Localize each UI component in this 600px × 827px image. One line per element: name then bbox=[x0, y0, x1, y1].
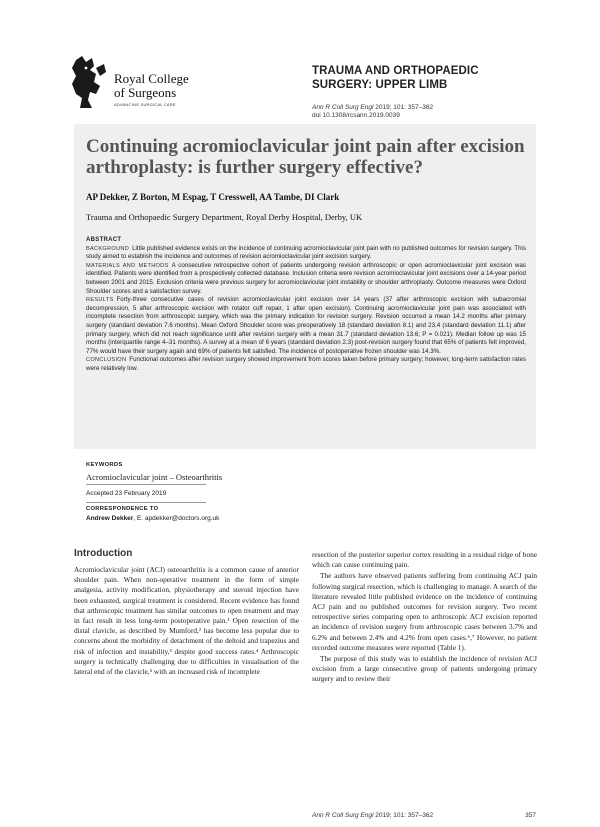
divider bbox=[86, 484, 206, 485]
results-label: RESULTS bbox=[86, 297, 114, 304]
intro-paragraph: The authors have observed patients suffering from continuing ACJ pain following surgical resection, which is challenging to manage. A search of the literature revealed little published evidence on the incidence of continuing ACJ pain and no published outcomes for revision surgery. Two recent retrospective series comparing open to arthroscopic ACJ excision reported an incidence of revision surgery from arthroscopic cases between 3.7% and 6.2% and between 2.4% and 4.2% from open cases.⁶,⁷ However, no patient recorded outcome measures were reported (Table 1). bbox=[312, 571, 537, 652]
college-tagline: ADVANCING SURGICAL CARE bbox=[114, 102, 176, 107]
background-text: Little published evidence exists on the incidence of continuing acromioclavicular joint pain with no published outcomes for revision surgery. This study aimed to establish the incidence and outcomes of revision acromioclavicular joint excision surgery. bbox=[86, 244, 526, 261]
intro-paragraph: Acromioclavicular joint (ACJ) osteoarthritis is a common cause of anterior shoulder pain. When non-operative treatment in the form of simple analgesia, activity modification, physiotherapy and steroid injection have been exhausted, surgical treatment is considered. Recent evidence has found that arthroscopic treatment has similar outcomes to open treatment and may in fact result in less long-term postoperative pain.¹ Open resection of the distal clavicle, as described by Mumford,² has become less popular due to concerns about the morbidity of detachment of the deltoid and trapezius and risk of infection and instability,³ despite good success rates.⁴ Arthroscopic surgery is technically challenging due to difficulties in visualisation of the lateral end of the clavicle,⁵ with an increased risk of incomplete bbox=[74, 565, 299, 677]
divider bbox=[86, 502, 206, 503]
college-name-line2: of Surgeons bbox=[114, 85, 177, 100]
abstract-background bbox=[86, 245, 526, 262]
rcs-logo bbox=[66, 52, 216, 112]
article-title: Continuing acromioclavicular joint pain after excision arthroplasty: is further surgery effective? bbox=[86, 136, 525, 178]
author-list: AP Dekker, Z Borton, M Espag, T Cresswell, AA Tambe, DI Clark bbox=[86, 192, 340, 202]
intro-paragraph: The purpose of this study was to establish the incidence of revision ACJ excision from a large consecutive group of patients undergoing primary surgery and to review their bbox=[312, 654, 537, 684]
keywords-heading: KEYWORDS bbox=[86, 462, 123, 468]
abstract-conclusion bbox=[86, 356, 526, 373]
body-column-left bbox=[74, 565, 299, 677]
abstract-methods bbox=[86, 262, 526, 296]
abstract-heading: ABSTRACT bbox=[86, 237, 122, 243]
series-heading bbox=[312, 64, 542, 92]
correspondence-heading: CORRESPONDENCE TO bbox=[86, 506, 159, 512]
abstract bbox=[86, 236, 526, 374]
page-footer bbox=[312, 812, 536, 819]
intro-paragraph: resection of the posterior superior cortex resulting in a residual ridge of bone which can cause continuing pain. bbox=[312, 550, 537, 570]
journal-details: 2019; 101: 357–362 bbox=[373, 104, 434, 111]
correspondence-details bbox=[86, 515, 219, 522]
methods-label: MATERIALS AND METHODS bbox=[86, 262, 169, 269]
journal-reference bbox=[312, 103, 433, 112]
page-number: 357 bbox=[525, 812, 536, 819]
conclusion-text: Functional outcomes after revision surgery showed improvement from scores taken before primary surgery; however, long-term satisfaction rates were relatively low. bbox=[86, 356, 526, 372]
results-text: Forty-three consecutive cases of revision acromioclavicular joint excision over 14 years (37 after arthroscopic excision with subacromial decompression, 5 after arthroscopic excision with rotator cuff repair, 1 after open excision). Continuing acromioclavicular joint pain was associated with incomplete resection from arthroscopic surgery, which was the primary indication for revision surgery. Revision occurred a mean 14.2 months after primary surgery (standard deviation 7.6 months). Mean Oxford Shoulder score was preoperatively 18 (standard deviation 8.1) and 23.4 (standard deviation 11.1) after primary surgery, which did not reach significance until after revision surgery with a mean 31.7 (standard deviation 13.6; P = 0.021). Median follow up was 15 months (interquartile range 4–31 months). A survey at a mean of 6 years (standard deviation 2.3) post-revision surgery found that 65% of patients felt improved, 77% would have their surgery again and 69% of patients felt satisfied. The incidence of postoperative frozen shoulder was 14.3%. bbox=[86, 296, 526, 355]
methods-text: A consecutive retrospective cohort of patients undergoing revision arthroscopic or open acromioclavicular joint excision was identified. Patients were identified from a prospectively collected database. Inclusion criteria were revision acromioclavicular joint excisions over a 14-year period between 2001 and 2015. Exclusion criteria were previous surgery for acromioclavicular joint instability or shoulder arthroplasty. Outcome measures were Oxford Shoulder scores and a satisfaction survey. bbox=[86, 261, 526, 295]
correspondence-email[interactable]: , E: apdekker@doctors.org.uk bbox=[133, 515, 220, 522]
correspondence-name: Andrew Dekker bbox=[86, 515, 134, 522]
body-column-right bbox=[312, 550, 537, 685]
journal-name: Ann R Coll Surg Engl bbox=[312, 104, 374, 111]
abstract-results bbox=[86, 296, 526, 356]
affiliation: Trauma and Orthopaedic Surgery Department, Royal Derby Hospital, Derby, UK bbox=[86, 212, 363, 222]
background-label: BACKGROUND bbox=[86, 245, 130, 252]
doi-link[interactable]: doi 10.1308/rcsann.2019.0039 bbox=[312, 112, 400, 119]
series-line1: TRAUMA AND ORTHOPAEDIC bbox=[312, 65, 479, 77]
footer-journal-name: Ann R Coll Surg Engl bbox=[312, 812, 374, 819]
accepted-date: Accepted 23 February 2019 bbox=[86, 490, 167, 497]
series-line2: SURGERY: UPPER LIMB bbox=[312, 79, 448, 91]
college-name-line1: Royal College bbox=[114, 71, 189, 86]
college-name bbox=[114, 72, 189, 100]
lion-crest-icon bbox=[66, 54, 110, 110]
footer-journal-details: 2019; 101: 357–362 bbox=[373, 812, 434, 819]
keywords-value: Acromioclavicular joint – Osteoarthritis bbox=[86, 472, 223, 482]
introduction-heading: Introduction bbox=[74, 548, 133, 559]
conclusion-label: CONCLUSION bbox=[86, 357, 127, 364]
